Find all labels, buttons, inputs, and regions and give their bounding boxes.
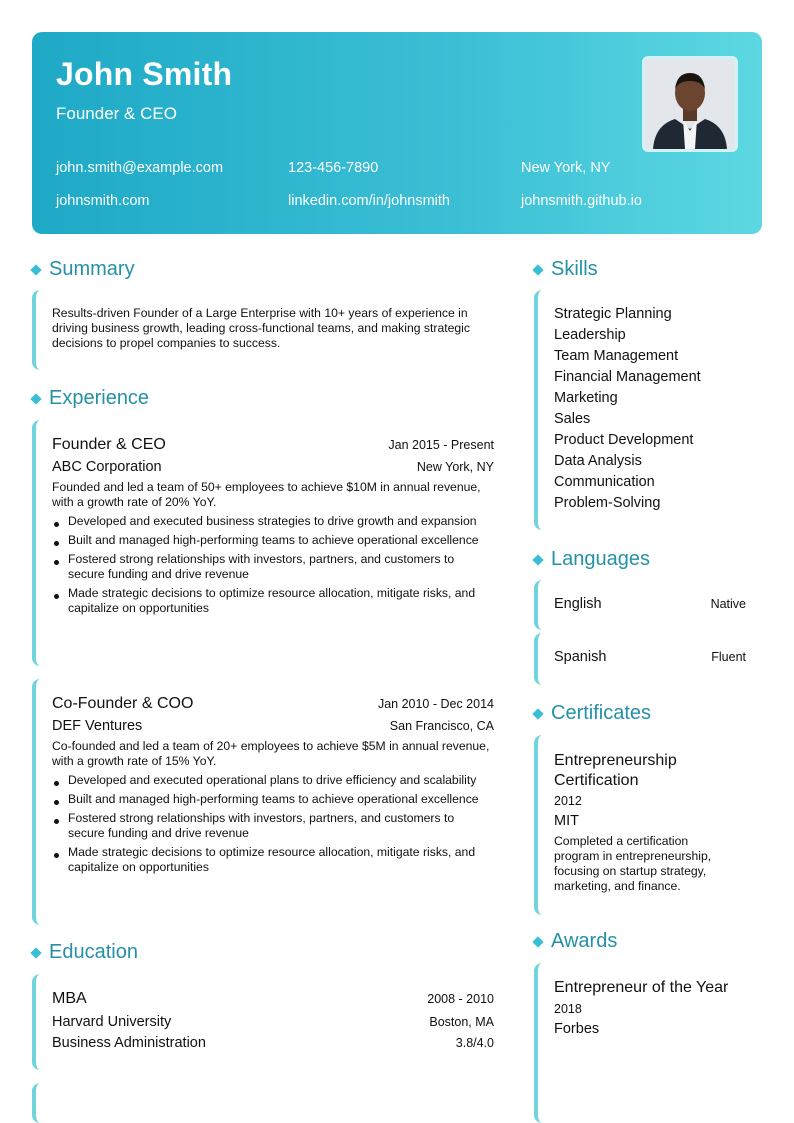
certificate-year: 2012 [554,794,582,808]
experience-heading-row [52,436,494,454]
section-title-awards-label: Awards [551,930,618,952]
skill-item: Leadership [554,327,626,343]
person-title: Founder & CEO [56,104,177,123]
section-title-skills-label: Skills [551,258,598,280]
experience-date: Jan 2010 - Dec 2014 [377,697,494,711]
education-location: Boston, MA [429,1015,494,1029]
skill-item: Product Development [554,432,694,448]
section-title-certificates [534,702,651,725]
language-name: Spanish [554,649,607,665]
language-card [534,580,746,630]
education-gpa: 3.8/4.0 [455,1036,494,1050]
experience-company-row [52,459,494,475]
section-title-experience [32,387,149,410]
education-field: Business Administration [52,1035,206,1051]
education-field-row [52,1035,494,1051]
contact-phone[interactable]: 123-456-7890 [288,160,379,176]
list-item: Fostered strong relationships with investors, partners, and customers to secure funding and drive revenue [52,552,484,582]
award-name: Entrepreneur of the Year [554,979,729,996]
education-school: Harvard University [52,1014,172,1030]
section-title-languages [534,548,650,571]
award-card [534,963,762,1123]
contact-website[interactable]: johnsmith.com [56,193,150,209]
section-title-education-label: Education [49,941,138,963]
diamond-icon [532,554,543,565]
contact-linkedin[interactable]: linkedin.com/in/johnsmith [288,193,450,209]
skill-item: Data Analysis [554,453,642,469]
certificate-issuer: MIT [554,813,579,829]
skill-item: Problem-Solving [554,495,661,511]
experience-card [32,420,494,666]
person-name: John Smith [56,56,233,92]
section-title-certificates-label: Certificates [551,702,652,724]
language-card [534,633,746,685]
experience-company: ABC Corporation [52,459,162,475]
certificate-card [534,735,746,915]
award-year: 2018 [554,1002,582,1016]
diamond-icon [532,936,543,947]
list-item: Built and managed high-performing teams to achieve operational excellence [52,792,484,807]
list-item: Built and managed high-performing teams to achieve operational excellence [52,533,484,548]
experience-date: Jan 2015 - Present [388,438,494,452]
experience-description: Founded and led a team of 50+ employees to achieve $10M in annual revenue, with a growth rate of 20% YoY. [52,480,481,509]
award-issuer: Forbes [554,1021,600,1037]
skill-item: Marketing [554,390,618,406]
diamond-icon [30,264,41,275]
experience-location: New York, NY [416,460,494,474]
education-degree: MBA [52,990,87,1007]
experience-bullets [52,773,484,879]
profile-photo [642,56,738,152]
list-item: Developed and executed operational plans to drive efficiency and scalability [52,773,484,788]
contact-email[interactable]: john.smith@example.com [56,160,224,176]
certificate-name: Entrepreneurship Certification [554,752,677,789]
education-school-row [52,1014,494,1030]
section-title-summary [32,258,135,281]
diamond-icon [532,264,543,275]
experience-company: DEF Ventures [52,718,143,734]
resume-header [32,32,762,234]
education-date: 2008 - 2010 [427,992,494,1006]
section-title-awards [534,930,617,953]
certificate-description: Completed a certification program in entrepreneurship, focusing on startup strategy, marketing, and finance. [554,834,712,893]
section-title-experience-label: Experience [49,387,150,409]
contact-location: New York, NY [521,160,611,176]
language-row [554,649,746,665]
summary-text: Results-driven Founder of a Large Enterprise with 10+ years of experience in driving business growth, leading cross-functional teams, and making strategic decisions to propel companies to success. [52,306,470,350]
list-item: Fostered strong relationships with investors, partners, and customers to secure funding and drive revenue [52,811,484,841]
experience-role: Founder & CEO [52,436,166,453]
list-item: Made strategic decisions to optimize resource allocation, mitigate risks, and capitalize on opportunities [52,845,484,875]
skill-item: Strategic Planning [554,306,672,322]
language-level: Native [710,597,746,611]
experience-location: San Francisco, CA [389,719,494,733]
skill-item: Sales [554,411,591,427]
experience-card [32,679,494,925]
language-name: English [554,596,602,612]
profile-photo-image [645,59,735,149]
summary-card [32,290,494,370]
skill-item: Communication [554,474,655,490]
list-item: Made strategic decisions to optimize resource allocation, mitigate risks, and capitalize on opportunities [52,586,484,616]
section-title-skills [534,258,598,281]
skills-card [534,290,762,530]
section-title-education [32,941,138,964]
language-level: Fluent [711,650,746,664]
experience-company-row [52,718,494,734]
experience-description: Co-founded and led a team of 20+ employees to achieve $5M in annual revenue, with a growth rate of 15% YoY. [52,739,490,768]
list-item: Developed and executed business strategies to drive growth and expansion [52,514,484,529]
experience-role: Co-Founder & COO [52,695,194,712]
experience-heading-row [52,695,494,713]
experience-bullets [52,514,484,620]
skill-item: Financial Management [554,369,701,385]
section-title-languages-label: Languages [551,548,650,570]
education-card [32,974,494,1070]
section-title-summary-label: Summary [49,258,135,280]
skill-item: Team Management [554,348,679,364]
diamond-icon [532,708,543,719]
diamond-icon [30,393,41,404]
education-card-continued [32,1083,494,1123]
diamond-icon [30,947,41,958]
contact-github[interactable]: johnsmith.github.io [521,193,642,209]
education-heading-row [52,990,494,1008]
language-row [554,596,746,612]
